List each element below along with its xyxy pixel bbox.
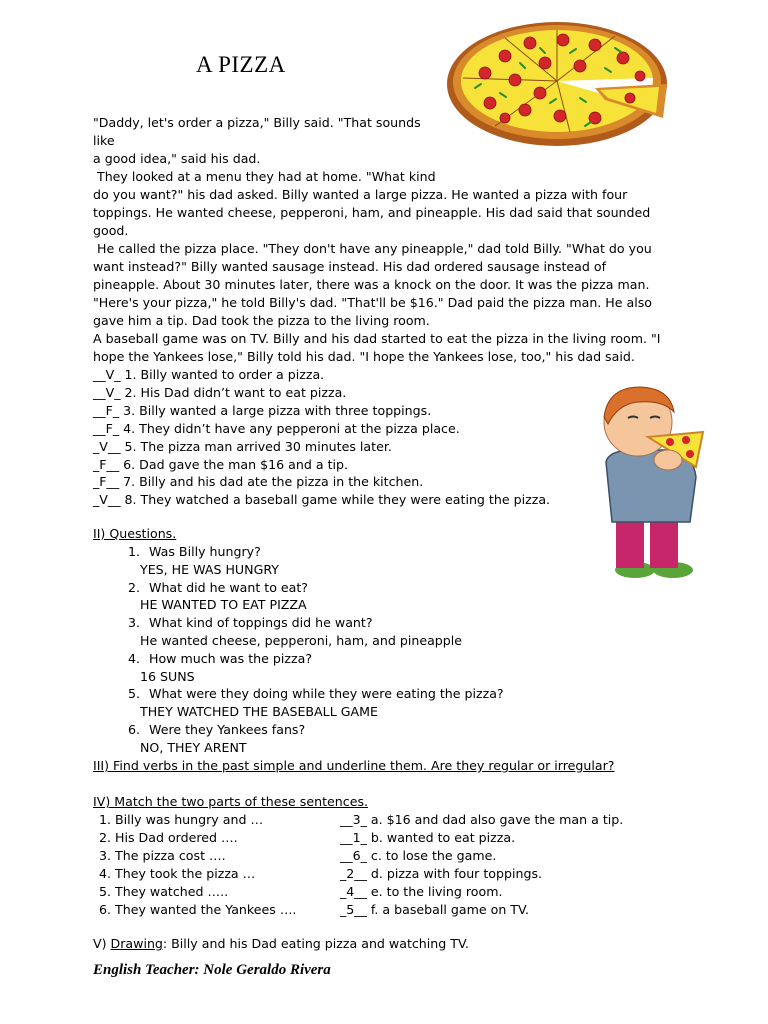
- answer-text: 16 SUNS: [140, 668, 195, 684]
- question-text: Was Billy hungry?: [149, 544, 261, 559]
- answer-text: He wanted cheese, pepperoni, ham, and pineapple: [140, 632, 463, 648]
- answer-text: YES, HE WAS HUNGRY: [140, 561, 279, 577]
- answer-text: THEY WATCHED THE BASEBALL GAME: [140, 704, 378, 720]
- tf-item: __F_ 4. They didn’t have any pepperoni at the pizza place.: [93, 420, 460, 436]
- section-5-prefix: V): [93, 936, 111, 951]
- question-item: [93, 543, 504, 561]
- tf-item: _F__ 6. Dad gave the man $16 and a tip.: [93, 456, 349, 472]
- question-item: [93, 650, 504, 668]
- match-right-item: __6_ c. to lose the game.: [340, 847, 497, 863]
- match-right-item: _2__ d. pizza with four toppings.: [340, 865, 543, 881]
- tf-item: _V__ 8. They watched a baseball game while they were eating the pizza.: [93, 492, 551, 508]
- section-3-heading: III) Find verbs in the past simple and underline them. Are they regular or irregular?: [93, 758, 615, 773]
- match-left-column: [99, 811, 296, 918]
- question-number: 6.: [127, 721, 140, 737]
- tf-item: _V__ 5. The pizza man arrived 30 minutes later.: [93, 438, 392, 454]
- section-2-heading: II) Questions.: [93, 526, 177, 541]
- match-left-item: 2. His Dad ordered ….: [99, 829, 238, 845]
- story-text: [93, 114, 673, 366]
- story-paragraph-2b: do you want?" his dad asked. Billy wanted a large pizza. He wanted a pizza with four toppings. He wanted cheese, pepperoni, ham, and pineapple. His dad said that sounded good.: [93, 187, 655, 238]
- hand: [654, 450, 682, 470]
- section-5-heading: [93, 936, 469, 951]
- match-right-item: __3_ a. $16 and dad also gave the man a tip.: [340, 812, 624, 827]
- teacher-footer: English Teacher: Nole Geraldo Rivera: [93, 962, 331, 978]
- questions-list: [93, 543, 504, 757]
- question-number: 3.: [127, 615, 140, 631]
- question-text: What kind of toppings did he want?: [149, 615, 373, 631]
- tf-item: __F_ 3. Billy wanted a large pizza with three toppings.: [93, 402, 432, 418]
- story-paragraph-1b: a good idea," said his dad.: [93, 151, 261, 166]
- pizza-illustration: [445, 18, 670, 148]
- question-text: What did he want to eat?: [149, 579, 308, 595]
- section-5-text: : Billy and his Dad eating pizza and watching TV.: [162, 936, 469, 951]
- blue-shirt: [606, 450, 696, 522]
- question-number: 4.: [127, 650, 140, 666]
- boy-eating-pizza-illustration: [578, 382, 718, 587]
- question-item: [93, 614, 504, 632]
- section-4-heading: IV) Match the two parts of these sentences.: [93, 794, 369, 809]
- question-text: What were they doing while they were eating the pizza?: [149, 686, 504, 702]
- story-paragraph-4: A baseball game was on TV. Billy and his dad started to eat the pizza in the living room. "I hope the Yankees lose," Billy told his dad. "I hope the Yankees lose, too," his dad said.: [93, 331, 661, 364]
- question-item: [93, 721, 504, 739]
- question-item: [93, 685, 504, 703]
- true-false-list: [93, 366, 550, 509]
- match-left-item: 5. They watched …..: [99, 883, 229, 899]
- tf-item: __V_ 2. His Dad didn’t want to eat pizza.: [93, 384, 347, 400]
- tf-item: __V_ 1. Billy wanted to order a pizza.: [93, 367, 325, 382]
- question-text: How much was the pizza?: [149, 650, 313, 666]
- story-paragraph-3: He called the pizza place. "They don't have any pineapple," dad told Billy. "What do you want instead?" Billy wanted sausage instead. His dad ordered sausage instead of pineapple. About 30 minutes later, there was a knock on the door. It was the pizza man. "Here's your pizza," he told Billy's dad. "That'll be $16." Dad paid the pizza man. He also gave him a tip. Dad took the pizza to the living room.: [93, 241, 657, 328]
- question-number: 1.: [127, 544, 140, 559]
- tf-item: _F__ 7. Billy and his dad ate the pizza in the kitchen.: [93, 474, 424, 490]
- question-item: [93, 579, 504, 597]
- match-left-item: 1. Billy was hungry and …: [99, 812, 264, 827]
- answer-text: NO, THEY ARENT: [140, 739, 247, 755]
- match-left-item: 6. They wanted the Yankees ….: [99, 901, 297, 917]
- match-left-item: 4. They took the pizza …: [99, 865, 256, 881]
- match-right-column: [340, 811, 623, 918]
- story-paragraph-2a: They looked at a menu they had at home. "What kind: [93, 169, 436, 184]
- match-right-item: __1_ b. wanted to eat pizza.: [340, 829, 516, 845]
- answer-text: HE WANTED TO EAT PIZZA: [140, 597, 307, 613]
- section-5-label: Drawing: [110, 936, 163, 951]
- story-paragraph-1a: "Daddy, let's order a pizza," Billy said. "That sounds like: [93, 115, 421, 148]
- question-number: 5.: [127, 686, 140, 702]
- question-number: 2.: [127, 579, 140, 595]
- page-title: A PIZZA: [196, 52, 286, 77]
- match-left-item: 3. The pizza cost ….: [99, 847, 226, 863]
- question-text: Were they Yankees fans?: [149, 721, 306, 737]
- match-right-item: _4__ e. to the living room.: [340, 883, 503, 899]
- match-right-item: _5__ f. a baseball game on TV.: [340, 901, 529, 917]
